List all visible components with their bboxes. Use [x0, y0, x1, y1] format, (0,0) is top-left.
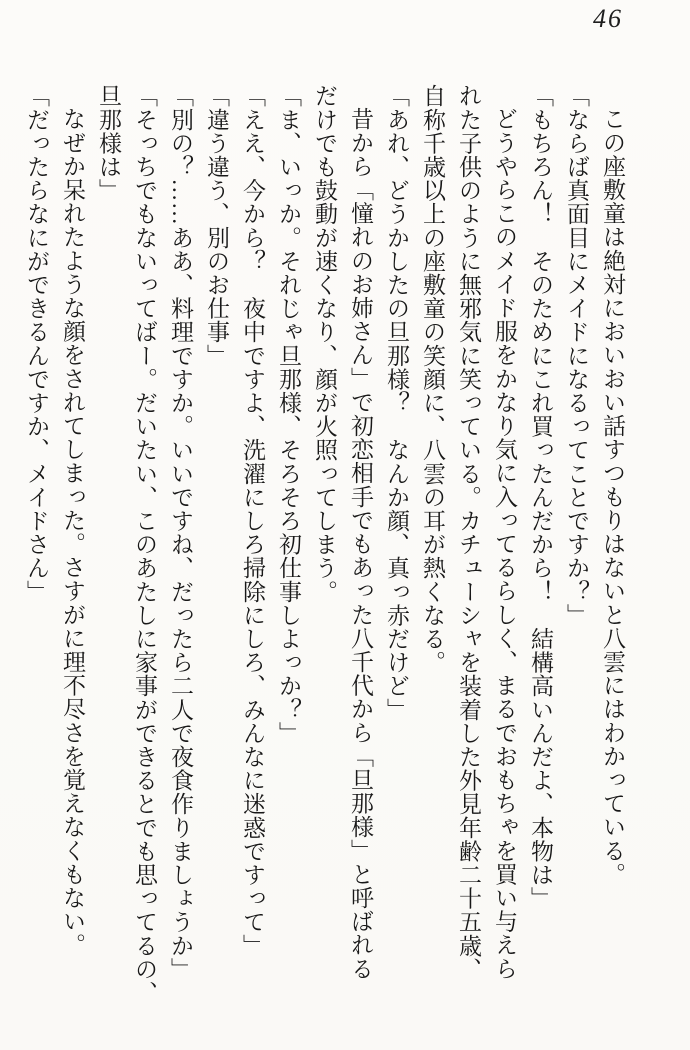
text-line: 「ええ、今から？ 夜中ですよ、洗濯にしろ掃除にしろ、みんなに迷惑ですって」: [240, 84, 265, 958]
text-line: なぜか呆れたような顔をされてしまった。さすがに理不尽さを覚えなくもない。: [60, 107, 85, 957]
text-line: 「ま、いっか。それじゃ旦那様、そろそろ初仕事しよっか？」: [276, 84, 301, 745]
text-line: だけでも鼓動が速くなり、顔が火照ってしまう。: [312, 84, 337, 604]
text-line: この座敷童は絶対においおい話すつもりはないと八雲にはわかっている。: [600, 107, 625, 886]
text-line: 旦那様は」: [96, 84, 121, 202]
text-line: 「あれ、どうかしたの旦那様？ なんか顔、真っ赤だけど」: [384, 84, 409, 722]
text-line: 「別の？……ああ、料理ですか。いいですね、だったら二人で夜食作りましょうか」: [168, 84, 193, 981]
text-line: れた子供のように無邪気に笑っている。カチューシャを装着した外見年齢二十五歳、: [456, 84, 481, 981]
text-line: どうやらこのメイド服をかなり気に入ってるらしく、まるでおもちゃを買い与えら: [492, 107, 517, 981]
text-line: 「もちろん！ そのためにこれ買ったんだから！ 結構高いんだよ、本物は」: [528, 84, 553, 910]
text-line: 昔から「憧れのお姉さん」で初恋相手でもあった八千代から「旦那様」と呼ばれる: [348, 107, 373, 981]
text-line: 「ならば真面目にメイドになるってことですか？」: [564, 84, 589, 627]
page-number: 46: [593, 4, 623, 33]
text-line: 「そっちでもないってばー。だいたい、このあたしに家事ができるとでも思ってるの、: [132, 84, 157, 1005]
text-line: 「違う違う、別のお仕事」: [204, 84, 229, 368]
page-text-block: [14, 84, 630, 1020]
text-line: 「だったらなにができるんですか、メイドさん」: [24, 84, 49, 604]
text-line: 自称千歳以上の座敷童の笑顔に、八雲の耳が熱くなる。: [420, 84, 445, 674]
